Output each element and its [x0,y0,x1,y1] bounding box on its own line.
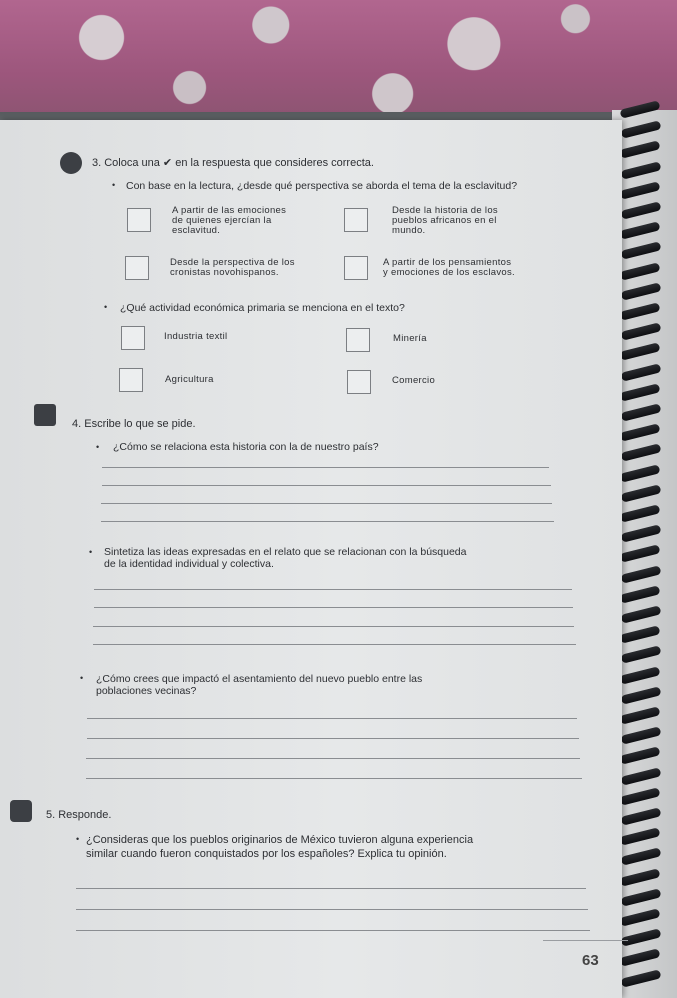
answer-line[interactable] [101,521,554,522]
bullet: • [89,547,93,557]
spiral-coil [621,161,662,179]
spiral-coil [620,747,661,765]
checkbox-3b-3[interactable] [119,368,143,392]
worksheet-page [0,120,622,998]
spiral-coil [621,403,662,421]
spiral-coil [621,646,662,664]
answer-line[interactable] [102,467,549,468]
section-4-title: 4. Escribe lo que se pide. [72,418,196,430]
answer-line[interactable] [94,589,572,590]
option-3b-4: Comercio [392,375,436,386]
answer-line[interactable] [94,607,573,608]
answer-line[interactable] [101,503,552,504]
question-3b: ¿Qué actividad económica primaria se menciona en el texto? [120,302,405,314]
spiral-coil [620,423,661,441]
answer-line[interactable] [76,930,590,931]
spiral-coil [620,302,661,320]
spiral-coil [620,949,661,967]
option-3b-3: Agricultura [165,374,214,385]
section-3-icon [60,152,82,174]
checkbox-3a-1[interactable] [127,208,151,232]
spiral-coil [621,120,662,138]
option-3a-1: A partir de las emociones de quienes ejercían la esclavitud. [172,205,287,236]
spiral-coil [621,484,662,502]
spiral-coil [620,706,661,724]
answer-line[interactable] [86,758,580,759]
checkbox-3a-2[interactable] [344,208,368,232]
spiral-coil [621,605,662,623]
spiral-coil [620,625,661,643]
answer-line[interactable] [76,909,588,910]
section-5-icon [10,800,32,822]
spiral-coil [621,848,662,866]
spiral-coil [621,363,662,381]
spiral-coil [621,767,662,785]
option-3b-2: Minería [393,333,427,344]
spiral-coil [621,888,662,906]
question-4c: ¿Cómo crees que impactó el asentamiento del nuevo pueblo entre las poblaciones vecinas? [96,673,423,697]
spiral-coil [620,221,661,239]
spiral-coil [620,908,661,926]
answer-line[interactable] [76,888,586,889]
spiral-coil [620,585,661,603]
page-number: 63 [582,952,599,969]
page-number-rule [543,940,628,941]
bullet: • [112,180,116,190]
spiral-coil [620,787,661,805]
spiral-coil [620,141,661,159]
spiral-coil [620,383,661,401]
spiral-coil [621,807,662,825]
option-3a-4: A partir de los pensamientos y emociones de los esclavos. [383,257,515,278]
spiral-coil [621,242,662,260]
spiral-coil [621,322,662,340]
checkbox-3a-4[interactable] [344,256,368,280]
answer-line[interactable] [87,718,577,719]
spiral-coil [621,686,662,704]
answer-line[interactable] [102,485,551,486]
spiral-coil [621,444,662,462]
spiral-coil [621,969,662,987]
spiral-coil [620,545,661,563]
answer-line[interactable] [86,778,582,779]
spiral-coil [620,827,661,845]
spiral-coil [621,282,662,300]
fabric-background [0,0,677,125]
spiral-coil [621,201,662,219]
bullet: • [104,302,108,312]
bullet: • [80,673,84,683]
spiral-coil [620,262,661,280]
checkbox-3b-1[interactable] [121,326,145,350]
option-3a-3: Desde la perspectiva de los cronistas novohispanos. [170,257,295,278]
answer-line[interactable] [93,644,576,645]
bullet: • [76,834,80,844]
question-3a: Con base en la lectura, ¿desde qué perspectiva se aborda el tema de la esclavitud? [126,180,518,192]
option-3b-1: Industria textil [164,331,228,342]
spiral-coil [620,181,661,199]
section-4-icon [34,404,56,426]
question-4b: Sintetiza las ideas expresadas en el relato que se relacionan con la búsqueda de la identidad individual y colectiva. [104,546,467,570]
spiral-coil [620,666,661,684]
answer-line[interactable] [93,626,574,627]
spiral-coil [621,524,662,542]
section-3-title: 3. Coloca una ✔ en la respuesta que consideres correcta. [92,157,374,169]
spiral-coil [620,504,661,522]
spiral-coil [621,565,662,583]
bullet: • [96,442,100,452]
checkbox-3a-3[interactable] [125,256,149,280]
answer-line[interactable] [87,738,579,739]
spiral-coil [620,343,661,361]
checkbox-3b-4[interactable] [347,370,371,394]
spiral-coil [621,726,662,744]
checkbox-3b-2[interactable] [346,328,370,352]
section-5-title: 5. Responde. [46,809,112,821]
spiral-coil [620,464,661,482]
question-5a: ¿Consideras que los pueblos originarios de México tuvieron alguna experiencia similar cuando fueron conquistados por los españoles? Explica tu opinión. [86,834,474,860]
option-3a-2: Desde la historia de los pueblos africanos en el mundo. [392,205,498,236]
spiral-coil [621,928,662,946]
spiral-coil [620,868,661,886]
question-4a: ¿Cómo se relaciona esta historia con la de nuestro país? [113,441,379,453]
